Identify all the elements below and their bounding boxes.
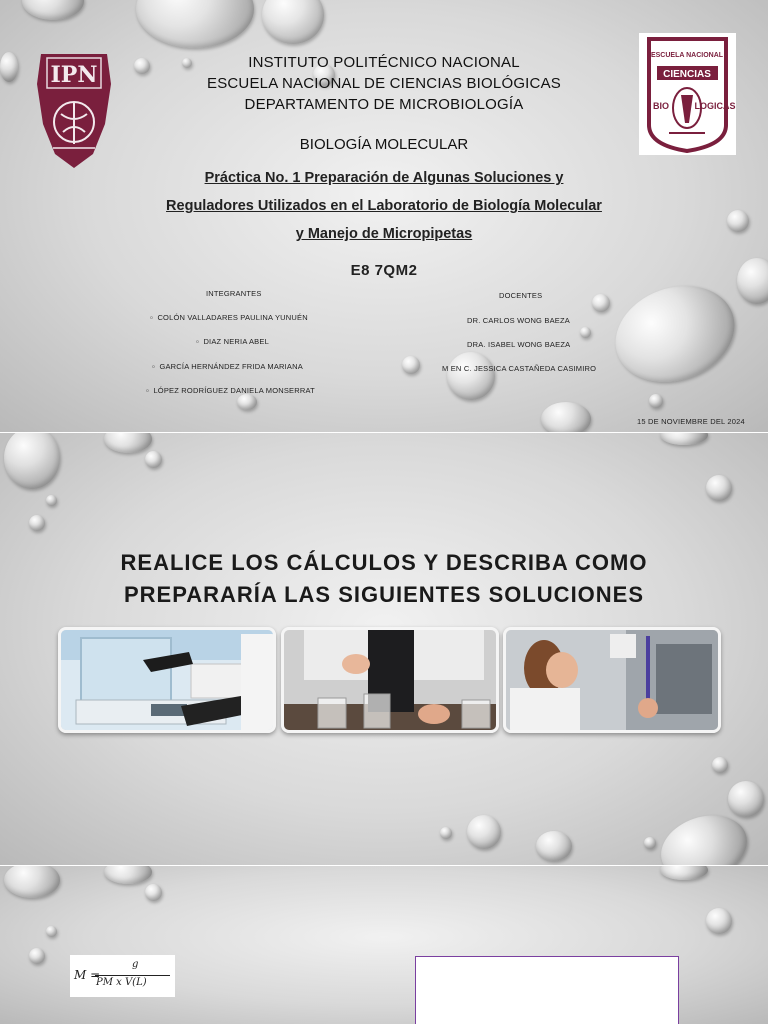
member-item: ▫ COLÓN VALLADARES PAULINA YUNUÉN bbox=[150, 313, 308, 322]
member-item: ▫ GARCÍA HERNÁNDEZ FRIDA MARIANA bbox=[152, 362, 303, 371]
lab-pipette-photo bbox=[503, 627, 721, 733]
teacher-item: DR. CARLOS WONG BAEZA bbox=[467, 316, 570, 325]
slide-title-line: REALICE LOS CÁLCULOS Y DESCRIBA COMO bbox=[120, 550, 648, 575]
practice-title-line: y Manejo de Micropipetas bbox=[295, 226, 473, 242]
water-drop bbox=[104, 433, 152, 453]
member-item: ▫ DIAZ NERIA ABEL bbox=[196, 337, 269, 346]
water-drop bbox=[29, 948, 45, 964]
water-drop bbox=[706, 475, 732, 501]
blank-text-box bbox=[415, 956, 679, 1024]
water-drop bbox=[660, 433, 708, 445]
water-drop bbox=[602, 270, 748, 398]
water-drop bbox=[580, 327, 591, 338]
members-heading: INTEGRANTES bbox=[206, 289, 262, 298]
member-item: ▫ LÓPEZ RODRÍGUEZ DANIELA MONSERRAT bbox=[146, 386, 315, 395]
water-drop bbox=[262, 0, 324, 44]
school-name: ESCUELA NACIONAL DE CIENCIAS BIOLÓGICAS bbox=[206, 75, 561, 92]
water-drop bbox=[104, 866, 152, 884]
water-drop bbox=[447, 352, 495, 400]
water-drop bbox=[541, 402, 591, 432]
water-drop bbox=[592, 294, 610, 312]
formula-denominator: PM x V(L) bbox=[96, 977, 147, 988]
water-drop bbox=[145, 451, 162, 468]
water-drop bbox=[706, 908, 732, 934]
institution-header bbox=[0, 52, 768, 115]
slide-title-line: PREPARARÍA LAS SIGUIENTES SOLUCIONES bbox=[123, 582, 645, 607]
lab-balance-photo bbox=[58, 627, 276, 733]
water-drop bbox=[29, 515, 45, 531]
water-drop bbox=[712, 757, 728, 773]
water-drop bbox=[22, 0, 84, 20]
date-label: 15 DE NOVIEMBRE DEL 2024 bbox=[637, 417, 745, 426]
molarity-formula bbox=[70, 955, 175, 997]
water-drop bbox=[4, 866, 60, 898]
svg-text:IPN: IPN bbox=[50, 62, 98, 88]
water-drop bbox=[46, 926, 57, 937]
practice-title bbox=[0, 164, 768, 248]
water-drop bbox=[237, 394, 257, 410]
water-drop bbox=[145, 884, 162, 901]
practice-title-line: Práctica No. 1 Preparación de Algunas Soluciones y bbox=[204, 170, 564, 186]
water-drop bbox=[402, 356, 420, 374]
water-drop bbox=[467, 815, 501, 849]
water-drop bbox=[136, 0, 254, 48]
water-drop bbox=[649, 394, 663, 408]
water-drop bbox=[536, 831, 572, 861]
instructions-slide bbox=[0, 433, 768, 865]
water-drop bbox=[660, 866, 708, 880]
water-drop bbox=[46, 495, 57, 506]
department-name: DEPARTAMENTO DE MICROBIOLOGÍA bbox=[244, 96, 524, 113]
teacher-item: M EN C. JESSICA CASTAÑEDA CASIMIRO bbox=[442, 364, 597, 373]
practice-title-line: Reguladores Utilizados en el Laboratorio de Biología Molecular bbox=[166, 198, 602, 214]
formula-numerator: g bbox=[132, 959, 139, 970]
subject-title: BIOLOGÍA MOLECULAR bbox=[299, 136, 469, 153]
water-drop bbox=[4, 433, 60, 489]
water-drop bbox=[440, 827, 452, 839]
title-slide bbox=[0, 0, 768, 432]
svg-text:CIENCIAS: CIENCIAS bbox=[663, 69, 711, 80]
teachers-heading: DOCENTES bbox=[499, 291, 543, 300]
svg-text:LOGICAS: LOGICAS bbox=[694, 101, 736, 111]
institution-name: INSTITUTO POLITÉCNICO NACIONAL bbox=[248, 54, 520, 71]
svg-text:BIO: BIO bbox=[652, 101, 670, 111]
formula-lhs: M = bbox=[74, 968, 101, 982]
teacher-item: DRA. ISABEL WONG BAEZA bbox=[467, 340, 571, 349]
lab-beakers-photo bbox=[281, 627, 499, 733]
svg-text:ESCUELA NACIONAL: ESCUELA NACIONAL bbox=[650, 52, 724, 59]
water-drop bbox=[728, 781, 764, 817]
group-code: E8 7QM2 bbox=[350, 262, 418, 279]
water-drop bbox=[644, 837, 656, 849]
formula-slide bbox=[0, 866, 768, 1024]
slide-title bbox=[0, 547, 768, 611]
